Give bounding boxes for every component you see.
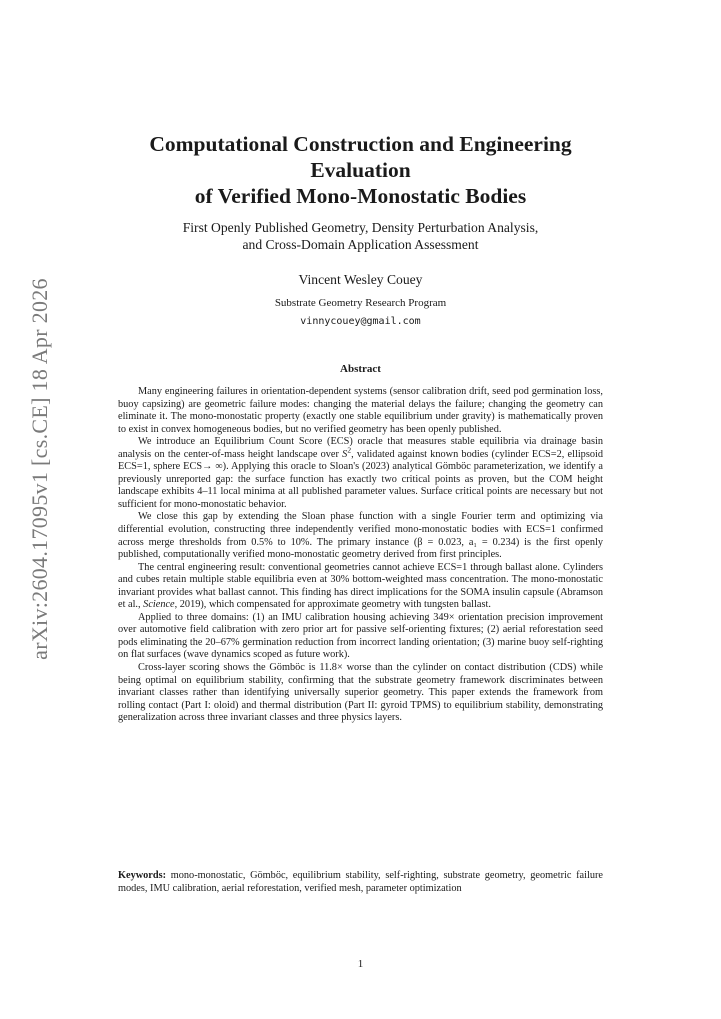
abstract-heading: Abstract — [340, 363, 381, 375]
abstract-paragraph: Applied to three domains: (1) an IMU calibration housing achieving 349× orientation precision improvement over automotive field calibration with zero prior art for passive self-orienting fixtures; (2) aerial reforestation seed pods eliminating the 20–67% germination reduction from incorrect landing orientation; (3) marine buoy self-righting on flat surfaces (wave dynamics scoped as future work). — [118, 611, 603, 661]
sphere-symbol: S — [342, 448, 348, 460]
abstract-paragraph: We close this gap by extending the Sloan phase function with a single Fourier term and optimizing via differential evolution, constructing three independently verified mono-monostatic bodies with ECS=1 confirmed across merge thresholds from 0.5% to 10%. The primary instance (β = 0.023, a₁ = 0.234) is the first openly published, computationally verified mono-monostatic geometry derived from first principles. — [118, 511, 603, 561]
subtitle-line: First Openly Published Geometry, Density Perturbation Analysis, — [182, 220, 539, 235]
keywords — [118, 870, 603, 895]
abstract-text: , 2019), which compensated for approximate geometry with tungsten ballast. — [174, 599, 491, 611]
keywords-label: Keywords: — [118, 870, 167, 881]
author-name: Vincent Wesley Couey — [298, 272, 423, 287]
arxiv-side-stamp — [18, 278, 62, 660]
abstract-body — [118, 386, 603, 725]
abstract-text: , validated against known bodies (cylinder ECS=2, ellipsoid ECS=1, sphere ECS→ ∞). Applying this oracle to Sloan's (2023) analytical Gömböc parameterization, we identify a previously unreported gap: the surface function has exactly two critical points as proven, but the COM height landscape exhibits 4–11 local minima at all published parameter values. Surface critical points are necessary but not sufficient for mono-monostatic behavior. — [118, 448, 603, 510]
abstract-text: The central engineering result: conventional geometries cannot achieve ECS=1 through ballast alone. Cylinders and cubes retain multiple stable equilibria even at 30% bottom-weighted mass concentration. The mono-monostatic invariant provides what ballast cannot. This finding has direct implications for the SOMA insulin capsule (Abramson et al., — [118, 561, 603, 611]
journal-name: Science — [143, 599, 175, 611]
superscript: 2 — [347, 445, 352, 455]
paper-title — [100, 131, 621, 209]
title-line: Evaluation — [310, 158, 411, 182]
author-email: vinnycouey@gmail.com — [300, 316, 421, 327]
author-affiliation: Substrate Geometry Research Program — [274, 297, 447, 309]
abstract-paragraph: Many engineering failures in orientation-dependent systems (sensor calibration drift, seed pod germination loss, buoy capsizing) are geometric failure modes: changing the material delays the failure; changing the geometry can eliminate it. The mono-monostatic property (exactly one stable equilibrium under gravity) is mathematically proven to exist in convex homogeneous bodies, but no verified geometry has been openly published. — [118, 386, 603, 435]
arxiv-identifier: arXiv:2604.17095v1 [cs.CE] 18 Apr 2026 — [27, 278, 53, 660]
abstract-paragraph: Cross-layer scoring shows the Gömböc is 11.8× worse than the cylinder on contact distribution (CDS) while being optimal on equilibrium stability, confirming that the substrate geometry framework discriminates between invariant classes rather than identifying universally superior geometry. This paper extends the framework from rolling contact (Part I: oloid) and thermal distribution (Part II: gyroid TPMS) to equilibrium stability, demonstrating generalization across three invariant classes and three physics layers. — [118, 662, 603, 724]
paper-subtitle — [100, 219, 621, 253]
abstract-paragraph — [118, 436, 603, 511]
title-line: Computational Construction and Engineering — [149, 132, 572, 156]
subtitle-line: and Cross-Domain Application Assessment — [242, 237, 479, 252]
abstract-paragraph — [118, 562, 603, 612]
page-number: 1 — [357, 958, 364, 970]
title-line: of Verified Mono-Monostatic Bodies — [194, 184, 527, 208]
abstract-text: We introduce an Equilibrium Count Score (ECS) oracle that measures stable equilibria via drainage basin analysis on the center-of-mass height landscape over — [118, 436, 603, 460]
keywords-text: mono-monostatic, Gömböc, equilibrium stability, self-righting, substrate geometry, geometric failure modes, IMU calibration, aerial reforestation, verified mesh, parameter optimization — [118, 870, 603, 894]
